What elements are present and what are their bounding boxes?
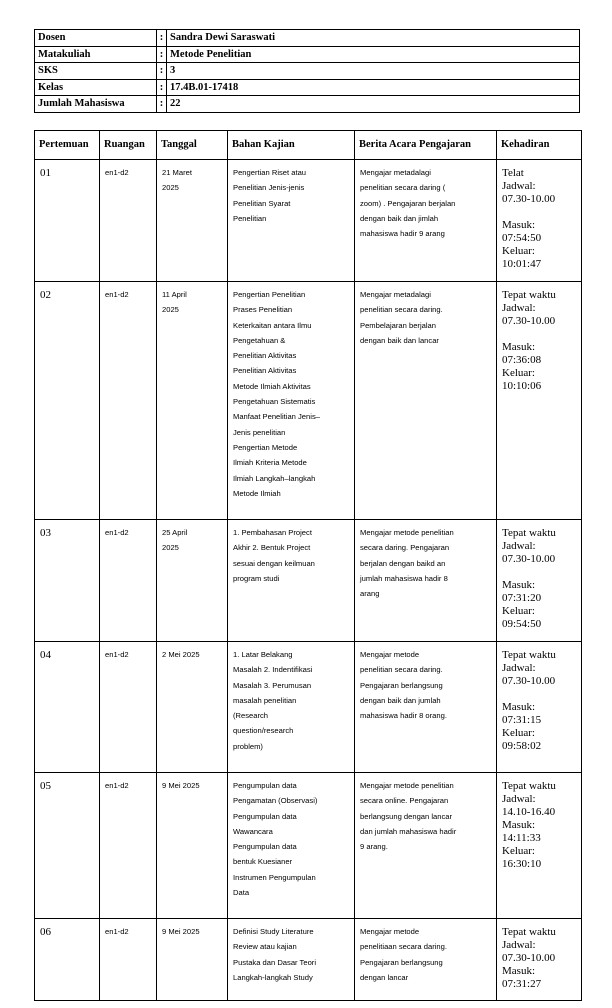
info-row-dosen — [35, 30, 580, 47]
cell-bahan-kajian: Definisi Study Literature Review atau kajian Pustaka dan Dasar Teori Langkah-langkah Study — [228, 919, 355, 1001]
cell-bahan-kajian: Pengertian Penelitian Prases Penelitian Keterkaitan antara Ilmu Pengetahuan & Penelitian Aktivitas Penelitian Aktivitas Metode Ilmiah Aktivitas Pengetahuan Sistematis Manfaat Penelitian Jenis– Jenis penelitian Pengertian Metode Ilmiah Kriteria Metode Ilmiah Langkah–langkah Metode Ilmiah — [228, 282, 355, 520]
table-header-row — [35, 131, 582, 160]
meeting-log-table — [34, 130, 582, 1001]
info-row-matakuliah — [35, 46, 580, 63]
info-label: Dosen — [35, 30, 157, 47]
header-pertemuan: Pertemuan — [35, 131, 100, 160]
info-label: Matakuliah — [35, 46, 157, 63]
header-kehadiran: Kehadiran — [497, 131, 582, 160]
cell-pertemuan: 05 — [35, 773, 100, 919]
table-row — [35, 282, 582, 520]
info-value: 22 — [167, 96, 580, 113]
cell-tanggal: 21 Maret 2025 — [157, 160, 228, 282]
cell-ruangan: en1-d2 — [100, 160, 157, 282]
cell-ruangan: en1-d2 — [100, 919, 157, 1001]
cell-tanggal: 25 April 2025 — [157, 520, 228, 642]
cell-pertemuan: 04 — [35, 642, 100, 773]
cell-pertemuan: 01 — [35, 160, 100, 282]
cell-ruangan: en1-d2 — [100, 642, 157, 773]
cell-pertemuan: 03 — [35, 520, 100, 642]
header-berita-acara: Berita Acara Pengajaran — [355, 131, 497, 160]
table-row — [35, 642, 582, 773]
info-colon: : — [157, 79, 167, 96]
cell-berita-acara: Mengajar metadalagi penelitian secara daring ( zoom) . Pengajaran berjalan dengan baik dan jimlah mahasiswa hadir 9 arang — [355, 160, 497, 282]
info-colon: : — [157, 30, 167, 47]
cell-tanggal: 11 April 2025 — [157, 282, 228, 520]
cell-ruangan: en1-d2 — [100, 282, 157, 520]
cell-pertemuan: 06 — [35, 919, 100, 1001]
table-row — [35, 160, 582, 282]
info-colon: : — [157, 96, 167, 113]
cell-kehadiran: Tepat waktu Jadwal: 07.30-10.00 Masuk: 07:31:15 Keluar: 09:58:02 — [497, 642, 582, 773]
cell-kehadiran: Tepat waktu Jadwal: 07.30-10.00 Masuk: 07:31:20 Keluar: 09:54:50 — [497, 520, 582, 642]
cell-kehadiran: Tepat waktu Jadwal: 07.30-10.00 Masuk: 07:31:27 — [497, 919, 582, 1001]
cell-bahan-kajian: Pengertian Riset atau Penelitian Jenis-jenis Penelitian Syarat Penelitian — [228, 160, 355, 282]
cell-kehadiran: Telat Jadwal: 07.30-10.00 Masuk: 07:54:50 Keluar: 10:01:47 — [497, 160, 582, 282]
info-colon: : — [157, 46, 167, 63]
info-label: Kelas — [35, 79, 157, 96]
info-label: Jumlah Mahasiswa — [35, 96, 157, 113]
cell-berita-acara: Mengajar metode penelitian secara daring. Pengajaran berlangsung dengan baik dan jumlah mahasiswa hadir 8 orang. — [355, 642, 497, 773]
info-value: 3 — [167, 63, 580, 80]
cell-tanggal: 2 Mei 2025 — [157, 642, 228, 773]
cell-bahan-kajian: Pengumpulan data Pengamatan (Observasi) Pengumpulan data Wawancara Pengumpulan data bentuk Kuesianer Instrumen Pengumpulan Data — [228, 773, 355, 919]
table-row — [35, 919, 582, 1001]
cell-kehadiran: Tepat waktu Jadwal: 14.10-16.40 Masuk: 14:11:33 Keluar: 16:30:10 — [497, 773, 582, 919]
cell-berita-acara: Mengajar metode penelitiaan secara daring. Pengajaran berlangsung dengan lancar — [355, 919, 497, 1001]
header-bahan-kajian: Bahan Kajian — [228, 131, 355, 160]
info-row-kelas — [35, 79, 580, 96]
info-row-jumlah-mahasiswa — [35, 96, 580, 113]
course-info-table — [34, 29, 580, 113]
info-value: 17.4B.01-17418 — [167, 79, 580, 96]
cell-ruangan: en1-d2 — [100, 773, 157, 919]
info-colon: : — [157, 63, 167, 80]
table-row — [35, 520, 582, 642]
cell-berita-acara: Mengajar metode penelitian secara online. Pengajaran berlangsung dengan lancar dan jumlah mahasiswa hadir 9 arang. — [355, 773, 497, 919]
cell-bahan-kajian: 1. Latar Belakang Masalah 2. Indentifikasi Masalah 3. Perumusan masalah penelitian (Research question/research problem) — [228, 642, 355, 773]
cell-tanggal: 9 Mei 2025 — [157, 919, 228, 1001]
header-ruangan: Ruangan — [100, 131, 157, 160]
info-value: Metode Penelitian — [167, 46, 580, 63]
table-row — [35, 773, 582, 919]
info-label: SKS — [35, 63, 157, 80]
cell-bahan-kajian: 1. Pembahasan Project Akhir 2. Bentuk Project sesuai dengan keilmuan program studi — [228, 520, 355, 642]
cell-tanggal: 9 Mei 2025 — [157, 773, 228, 919]
cell-kehadiran: Tepat waktu Jadwal: 07.30-10.00 Masuk: 07:36:08 Keluar: 10:10:06 — [497, 282, 582, 520]
info-row-sks — [35, 63, 580, 80]
cell-pertemuan: 02 — [35, 282, 100, 520]
cell-berita-acara: Mengajar metode penelitian secara daring. Pengajaran berjalan dengan baikd an jumlah mahasiswa hadir 8 arang — [355, 520, 497, 642]
header-tanggal: Tanggal — [157, 131, 228, 160]
cell-berita-acara: Mengajar metadalagi penelitian secara daring. Pembelajaran berjalan dengan baik dan lancar — [355, 282, 497, 520]
cell-ruangan: en1-d2 — [100, 520, 157, 642]
info-value: Sandra Dewi Saraswati — [167, 30, 580, 47]
